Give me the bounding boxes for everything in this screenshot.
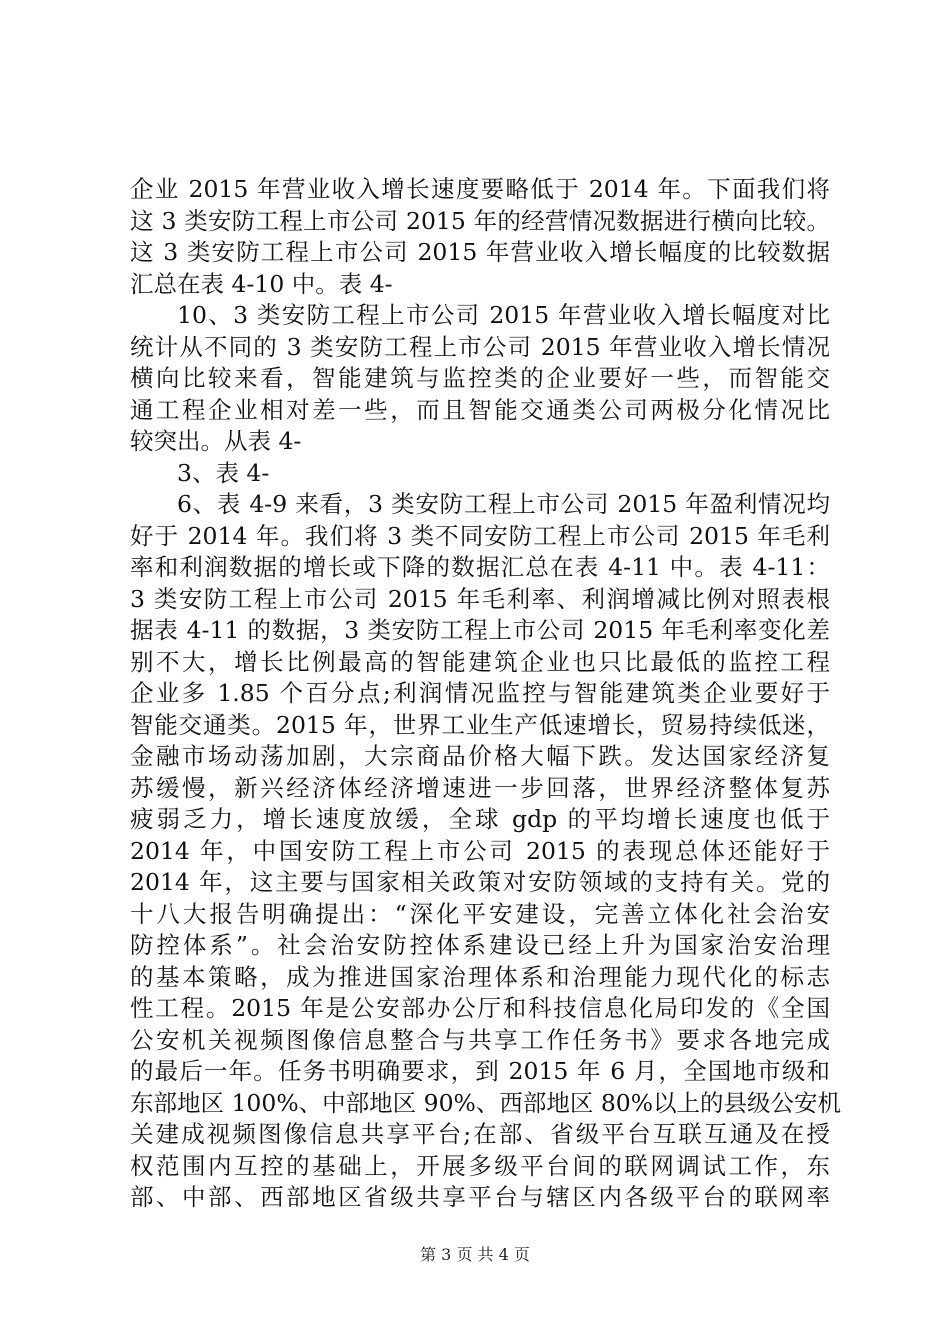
- text-line: 的基本策略，成为推进国家治理体系和治理能力现代化的标志: [130, 962, 830, 991]
- text-line: 汇总在表 4-10 中。表 4-: [130, 269, 393, 298]
- text-line: 10、3 类安防工程上市公司 2015 年营业收入增长幅度对比: [177, 301, 830, 329]
- text-line: 的最后一年。任务书明确要求，到 2015 年 6 月，全国地市级和: [130, 1057, 830, 1085]
- text-line: 部、中部、西部地区省级共享平台与辖区内各级平台的联网率: [130, 1183, 830, 1211]
- text-line: 2014 年，中国安防工程上市公司 2015 的表现总体还能好于: [130, 836, 830, 865]
- text-line: 十八大报告明确提出：“深化平安建设，完善立体化社会治安: [130, 899, 830, 928]
- text-line: 3 类安防工程上市公司 2015 年毛利率、利润增减比例对照表根: [130, 584, 830, 613]
- text-line: 苏缓慢，新兴经济体经济增速进一步回落，世界经济整体复苏: [130, 773, 830, 802]
- text-line: 2014 年，这主要与国家相关政策对安防领域的支持有关。党的: [130, 868, 830, 896]
- text-line: 好于 2014 年。我们将 3 类不同安防工程上市公司 2015 年毛利: [130, 521, 830, 550]
- text-line: 率和利润数据的增长或下降的数据汇总在表 4-11 中。表 4-11：: [130, 553, 830, 581]
- text-line: 这 3 类安防工程上市公司 2015 年营业收入增长幅度的比较数据: [130, 238, 830, 266]
- text-line: 性工程。2015 年是公安部办公厅和科技信息化局印发的《全国: [130, 994, 830, 1022]
- text-line: 通工程企业相对差一些，而且智能交通类公司两极分化情况比: [130, 395, 830, 424]
- text-line: 这 3 类安防工程上市公司 2015 年的经营情况数据进行横向比较。: [130, 206, 830, 235]
- text-line: 较突出。从表 4-: [130, 427, 302, 455]
- text-line: 公安机关视频图像信息整合与共享工作任务书》要求各地完成: [130, 1025, 830, 1054]
- text-line: 6、表 4-9 来看，3 类安防工程上市公司 2015 年盈利情况均: [177, 490, 830, 518]
- text-line: 企业 2015 年营业收入增长速度要略低于 2014 年。下面我们将: [130, 175, 830, 203]
- text-line: 防控体系”。社会治安防控体系建设已经上升为国家治安治理: [130, 931, 830, 959]
- text-line: 别不大，增长比例最高的智能建筑企业也只比最低的监控工程: [130, 647, 830, 676]
- page-number: 第 3 页 共 4 页: [420, 1245, 530, 1264]
- text-line: 横向比较来看，智能建筑与监控类的企业要好一些，而智能交: [130, 364, 830, 392]
- text-line: 企业多 1.85 个百分点;利润情况监控与智能建筑类企业要好于: [130, 679, 830, 707]
- text-line: 权范围内互控的基础上，开展多级平台间的联网调试工作，东: [130, 1151, 830, 1180]
- page-footer: [0, 1242, 950, 1265]
- text-line: 疲弱乏力，增长速度放缓，全球 gdp 的平均增长速度也低于: [130, 805, 830, 833]
- text-line: 3、表 4-: [177, 458, 270, 487]
- text-line: 统计从不同的 3 类安防工程上市公司 2015 年营业收入增长情况: [130, 332, 830, 361]
- body-text: [130, 174, 842, 1214]
- text-line: 关建成视频图像信息共享平台;在部、省级平台互联互通及在授: [130, 1120, 830, 1148]
- text-line: 金融市场动荡加剧，大宗商品价格大幅下跌。发达国家经济复: [130, 742, 830, 770]
- text-line: 据表 4-11 的数据，3 类安防工程上市公司 2015 年毛利率变化差: [130, 616, 830, 644]
- text-line: 智能交通类。2015 年，世界工业生产低速增长，贸易持续低迷，: [130, 710, 830, 739]
- text-line: 东部地区 100%、中部地区 90%、西部地区 80%以上的县级公安机: [130, 1088, 842, 1117]
